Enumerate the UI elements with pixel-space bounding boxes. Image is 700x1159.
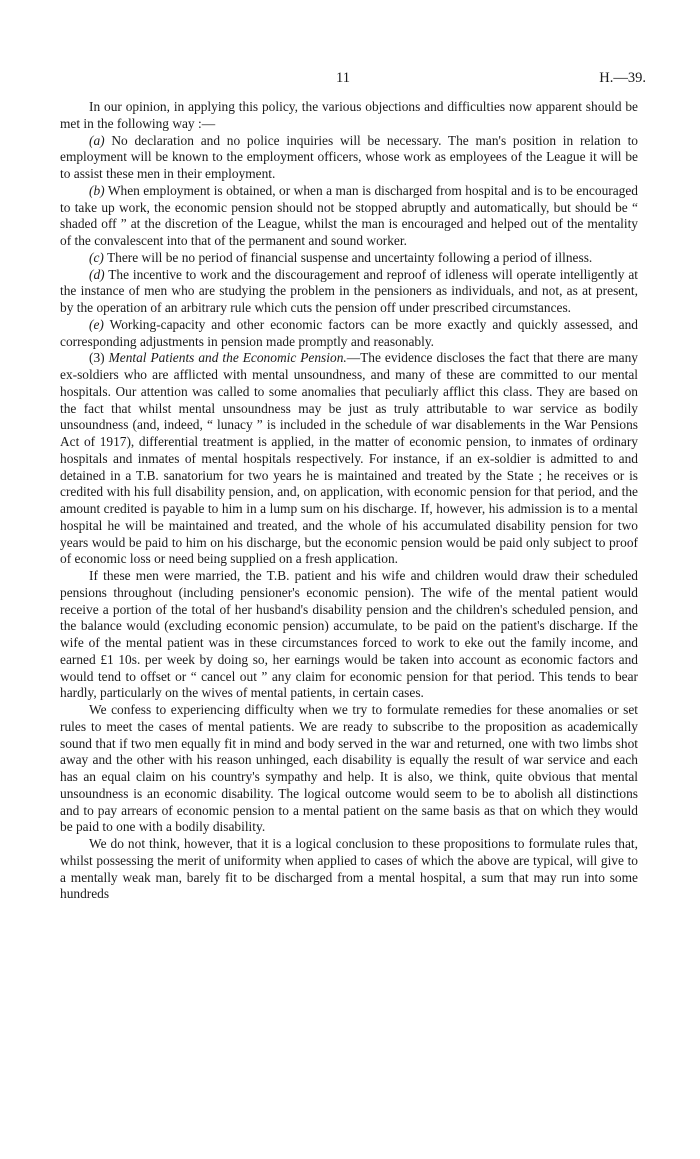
item-label: (c) [89, 249, 104, 265]
paragraph [60, 250, 638, 267]
section-paragraph [60, 350, 638, 568]
paragraph [60, 836, 638, 903]
paragraph [60, 267, 638, 317]
item-label: (b) [89, 182, 105, 198]
page-number: 11 [336, 70, 350, 86]
item-label: (d) [89, 266, 105, 282]
paragraph-text: The incentive to work and the discouragement and reproof of idleness will operate intelligently at the instance of men who are studying the problem in the pensioners as individuals, and not, as at present, by the operation of an arbitrary rule which cuts the pension off under prescribed circumstances. [60, 266, 638, 315]
body-text [60, 99, 638, 903]
paragraph-text: Working-capacity and other economic factors can be more exactly and quickly assessed, and corresponding adjustments in pension made promptly and reasonably. [60, 316, 638, 349]
paragraph-text: In our opinion, in applying this policy, the various objections and difficulties now apparent should be met in the following way :— [60, 99, 638, 131]
paragraph [60, 317, 638, 351]
paragraph [60, 568, 638, 702]
item-label: (a) [89, 132, 105, 148]
paragraph [60, 99, 638, 133]
page-header [0, 70, 700, 90]
paragraph [60, 702, 638, 836]
document-reference: H.—39. [599, 70, 646, 86]
paragraph [60, 133, 638, 183]
paragraph-text: There will be no period of financial suspense and uncertainty following a period of illness. [103, 249, 593, 265]
paragraph [60, 183, 638, 250]
item-label: (e) [89, 316, 104, 332]
section-heading: Mental Patients and the Economic Pension. [108, 350, 347, 366]
paragraph-text: When employment is obtained, or when a man is discharged from hospital and is to be encouraged to take up work, the economic pension should not be stopped abruptly and automatically, but should be “ shaded off ” at the discretion of the League, whilst the man is encouraged and helped out of the mentality of the convalescent into that of the permanent and sound worker. [60, 182, 638, 248]
paragraph-text: If these men were married, the T.B. patient and his wife and children would draw their scheduled pensions throughout (including pensioner's economic pension). The wife of the mental patient would receive a portion of the total of her husband's disability pension and the children's scheduled pension, and the balance would (excluding economic pension) accumulate, to be paid on the patient's discharge. If the wife of the mental patient was in these circumstances forced to work to eke out the family income, and earned £1 10s. per week by doing so, her earnings would be taken into account as economic factors and would tend to offset or “ cancel out ” any claim for economic pension for that period. This tends to bear hardly, particularly on the wives of mental patients, in certain cases. [60, 568, 638, 701]
section-number: (3) [89, 350, 109, 366]
paragraph-text: No declaration and no police inquiries will be necessary. The man's position in relation to employment will be known to the employment officers, whose work as employees of the League it will be to assist these men in their employment. [60, 132, 638, 181]
paragraph-text: —The evidence discloses the fact that there are many ex-soldiers who are afflicted with mental unsoundness, and many of these are committed to our mental hospitals. Our attention was called to some anomalies that peculiarly afflict this class. They are based on the fact that whilst mental unsoundness may be just as truly attributable to war service as bodily unsoundness (and, indeed, “ lunacy ” is included in the schedule of war disablements in the War Pensions Act of 1917), differential treatment is applied, in the matter of economic pension, to inmates of ordinary hospitals and inmates of mental hospitals respectively. For instance, if an ex-soldier is admitted to and detained in a T.B. sanatorium for two years he is maintained and treated by the State ; he receives or is credited with his full disability pension, and, on application, with economic pension for that period, and the amount credited is payable to him in a lump sum on his discharge. If, however, his admission is to a mental hospital he will be maintained and treated, and the whole of his accumulated disability pension for two years would be paid to him on his discharge, but the economic pension would be paid only subject to proof of economic loss or need being supplied on a fresh application. [60, 350, 638, 567]
paragraph-text: We confess to experiencing difficulty when we try to formulate remedies for these anomalies or set rules to meet the cases of mental patients. We are ready to subscribe to the proposition as academically sound that if two men equally fit in mind and body served in the war and returned, one with two limbs shot away and the other with his reason unhinged, each disability is equally the result of war service and each has an equal claim on his country's sympathy and help. It is also, we think, quite obvious that mental unsoundness is an economic disability. The logical outcome would seem to be to abolish all distinctions and to pay arrears of economic pension to a mental patient on the same basis as that on which they would be paid to one with a bodily disability. [60, 702, 638, 835]
paragraph-text: We do not think, however, that it is a logical conclusion to these propositions to formulate rules that, whilst possessing the merit of uniformity when applied to cases of which the above are typical, will give to a mentally weak man, barely fit to be discharged from a mental hospital, a sum that may run into some hundreds [60, 836, 638, 902]
